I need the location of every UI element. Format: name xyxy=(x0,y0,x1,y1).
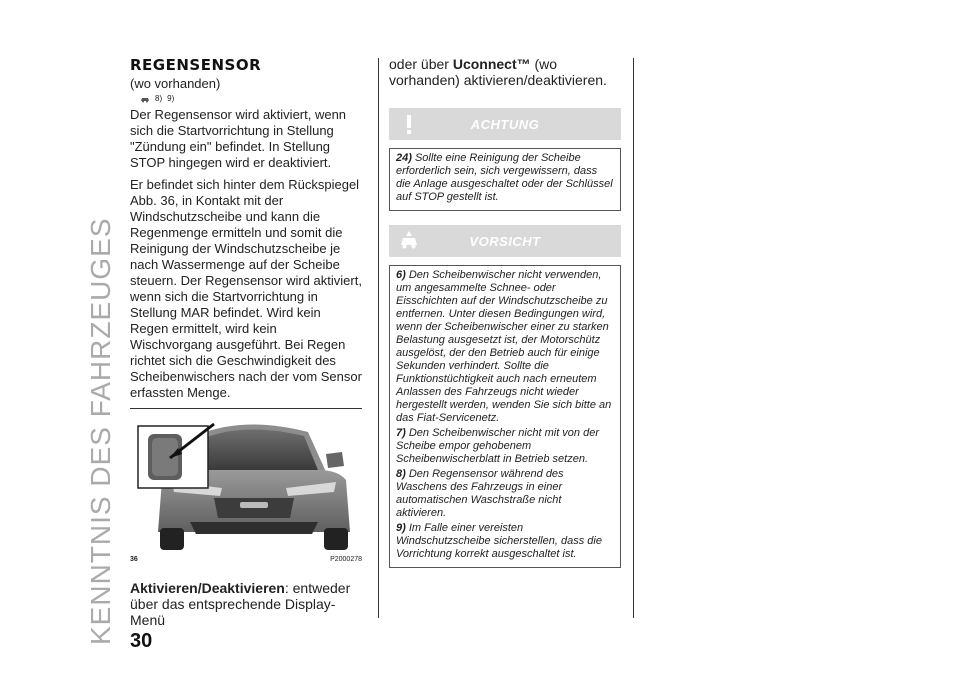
ref-9[interactable]: 9) xyxy=(167,94,175,103)
vorsicht-item-number: 8) xyxy=(396,468,406,480)
sidebar-section-title: KENNTNIS DES FAHRZEUGES xyxy=(85,217,116,645)
ref-8[interactable]: 8) xyxy=(155,94,163,103)
car-front-image xyxy=(130,414,362,554)
vorsicht-item-8 xyxy=(396,468,614,520)
achtung-box xyxy=(389,148,621,211)
section-title: REGENSENSOR xyxy=(130,56,262,74)
figure-top-rule xyxy=(130,408,362,409)
column-divider-2 xyxy=(633,58,634,618)
vorsicht-item-9 xyxy=(396,522,614,561)
achtung-item-text: Sollte eine Reinigung der Scheibe erforderlich sein, sich vergewissern, dass die Anlage ausgeschaltet oder der Schlüssel auf STOP gestellt ist. xyxy=(396,152,613,203)
activation-text-2-pre: oder über xyxy=(389,56,453,72)
figure-caption xyxy=(130,556,362,563)
page-number: 30 xyxy=(130,630,153,652)
activation-text-col1 xyxy=(130,580,362,634)
achtung-title: ACHTUNG xyxy=(470,116,540,132)
warning-refs xyxy=(130,94,362,103)
column-right xyxy=(389,56,621,568)
vorsicht-item-7 xyxy=(396,427,614,466)
vorsicht-box xyxy=(389,265,621,568)
activation-text-2-post: (wo vorhanden) aktivieren/deaktivieren. xyxy=(389,56,607,88)
vorsicht-item-text: Im Falle einer vereisten Windschutzscheibe sicherstellen, dass die Vorrichtung korrekt ausgeschaltet ist. xyxy=(396,522,602,560)
figure-code: P2000278 xyxy=(330,556,362,563)
activation-text-1: : entweder über das entsprechende Display-Menü xyxy=(130,580,351,628)
figure-number: 36 xyxy=(130,556,138,563)
car-caution-icon xyxy=(140,95,150,103)
column-divider-1 xyxy=(378,58,379,618)
warning-exclamation-icon xyxy=(397,112,421,136)
achtung-item xyxy=(396,152,614,204)
vorsicht-item-text: Den Scheibenwischer nicht mit von der Scheibe empor gehobenem Scheibenwischerblatt in Betrieb setzen. xyxy=(396,427,599,465)
activation-paragraph xyxy=(130,580,362,628)
vorsicht-item-number: 7) xyxy=(396,427,406,439)
car-caution-icon xyxy=(397,229,421,253)
column-left xyxy=(130,56,362,407)
vorsicht-item-text: Den Scheibenwischer nicht verwenden, um angesammelte Schnee- oder Eisschichten auf der Windschutzscheibe zu entfernen. Unter diesen Bedingungen wird, wenn der Scheibenwischer einer zu starken Belastung ausgesetzt ist, der Motorschütz ausgelöst, der den Betrieb auch für einige Sekunden verhindert. Sollte die Funktionstüchtigkeit auch nach erneutem Anlassen des Fahrzeugs nicht wieder hergestellt werden, wenden Sie sich bitte an das Fiat-Servicenetz. xyxy=(396,269,612,424)
figure-36 xyxy=(130,408,362,568)
achtung-banner xyxy=(389,108,621,140)
vorsicht-item-number: 9) xyxy=(396,522,406,534)
section-subtitle: (wo vorhanden) xyxy=(130,76,221,91)
paragraph-1: Der Regensensor wird aktiviert, wenn sich die Startvorrichtung in Stellung "Zündung ein" befindet. In Stellung STOP hingegen wird er deaktiviert. xyxy=(130,107,347,170)
vorsicht-item-text: Den Regensensor während des Waschens des Fahrzeugs in einer automatischen Waschstraße nicht aktivieren. xyxy=(396,468,564,519)
vorsicht-item-6 xyxy=(396,269,614,425)
vorsicht-title: VORSICHT xyxy=(469,233,541,249)
car-front-illustration xyxy=(130,414,362,554)
paragraph-2: Er befindet sich hinter dem Rückspiegel Abb. 36, in Kontakt mit der Windschutzscheibe und kann die Regenmenge ermitteln und somit die Reinigung der Windschutzscheibe je nach Wassermenge auf der Scheibe steuern. Der Regensensor wird aktiviert, wenn sich die Startvorrichtung in Stellung MAR befindet. Wird kein Regen ermittelt, wird kein Wischvorgang ausgeführt. Bei Regen richtet sich die Geschwindigkeit des Scheibenwischers nach der vom Sensor erfassten Menge. xyxy=(130,177,362,400)
uconnect-label: Uconnect™ xyxy=(452,56,531,72)
activation-label: Aktivieren/Deaktivieren xyxy=(130,580,285,596)
vorsicht-banner xyxy=(389,225,621,257)
achtung-item-number: 24) xyxy=(396,152,412,164)
activation-continuation xyxy=(389,56,621,88)
vorsicht-item-number: 6) xyxy=(396,269,406,281)
